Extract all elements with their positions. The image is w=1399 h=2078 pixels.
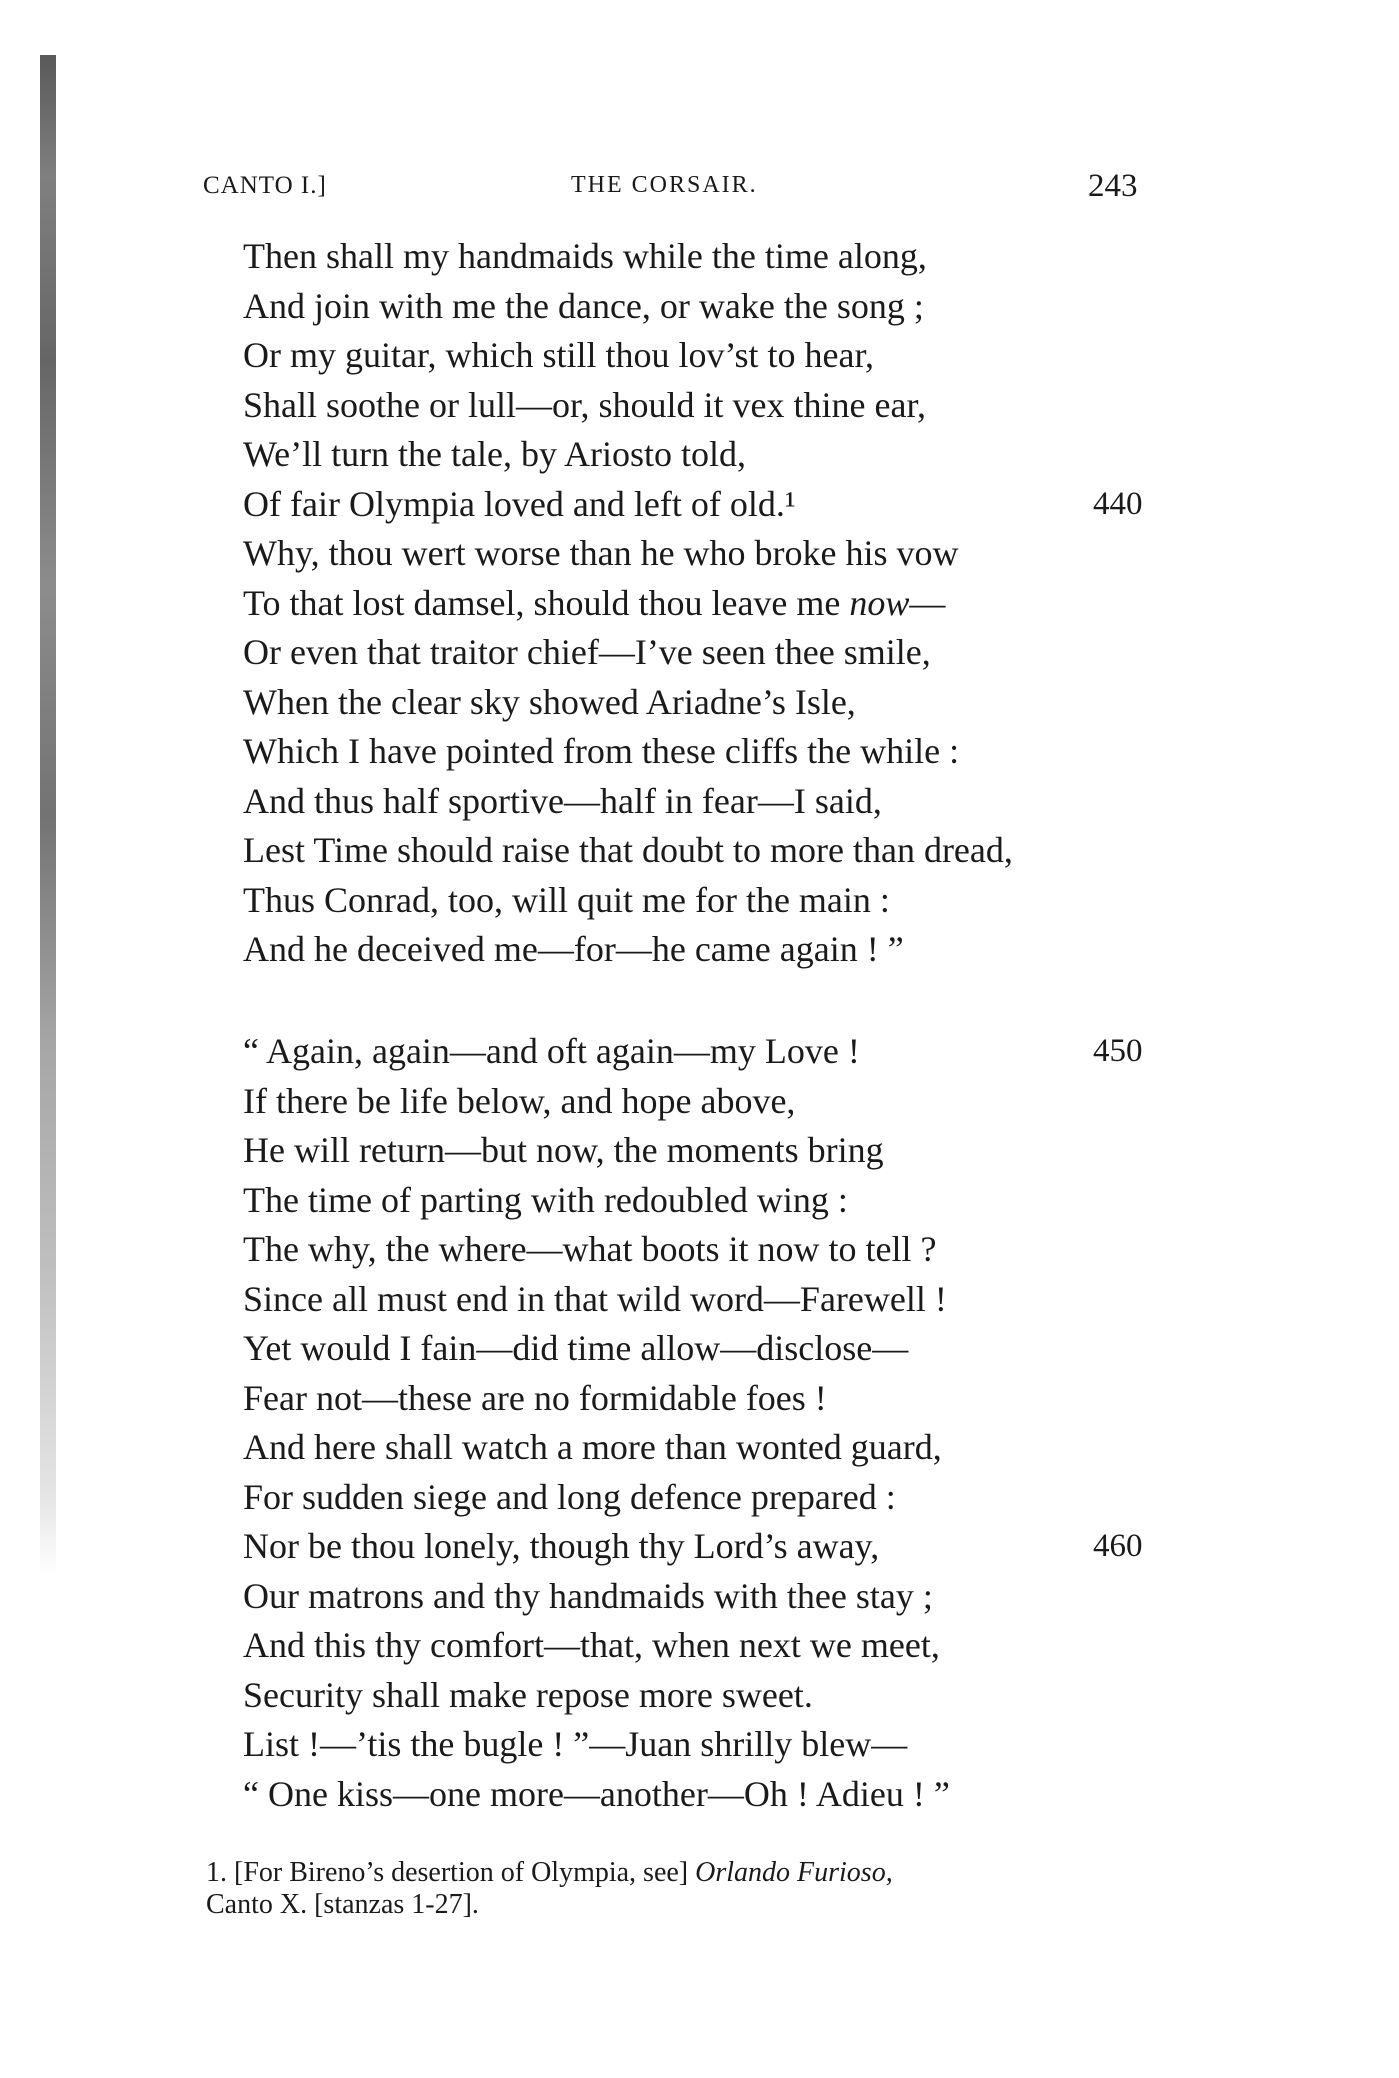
footnote xyxy=(206,1857,1156,1921)
verse-line: Fear not—these are no formidable foes ! xyxy=(243,1377,827,1418)
verse-line: “ Again, again—and oft again—my Love ! 450 xyxy=(243,1027,1163,1077)
footnote-italic-title: Orlando Furioso, xyxy=(695,1857,893,1888)
footnote-line-1: 1. [For Bireno’s desertion of Olympia, see] Orlando Furioso, xyxy=(206,1857,893,1888)
verse-line: And he deceived me—for—he came again ! ” xyxy=(243,929,904,969)
verse-line: Which I have pointed from these cliffs the while : xyxy=(243,731,960,771)
verse-line: For sudden siege and long defence prepared : xyxy=(243,1476,896,1517)
line-number: 450 xyxy=(1093,1033,1143,1069)
verse-line: Or my guitar, which still thou lov’st to hear, xyxy=(243,335,875,375)
verse-line: Or even that traitor chief—I’ve seen thee smile, xyxy=(243,632,931,672)
verse-line: To that lost damsel, should thou leave me now— xyxy=(243,582,946,623)
verse-line: Yet would I fain—did time allow—disclose— xyxy=(243,1328,909,1368)
verse-line: Of fair Olympia loved and left of old.¹ 440 xyxy=(243,480,1163,530)
verse-line: We’ll turn the tale, by Ariosto told, xyxy=(243,434,747,474)
verse-line: And this thy comfort—that, when next we meet, xyxy=(243,1625,940,1665)
running-head-canto: CANTO I.] xyxy=(203,172,327,199)
footnote-marker: 1. xyxy=(206,1857,227,1888)
verse-line: Security shall make repose more sweet. xyxy=(243,1674,813,1715)
verse-line: “ One kiss—one more—another—Oh ! Adieu ! ” xyxy=(243,1773,950,1814)
verse-line: He will return—but now, the moments bring xyxy=(243,1130,884,1170)
page-number: 243 xyxy=(1088,168,1138,204)
footnote-line-2: Canto X. [stanzas 1-27]. xyxy=(206,1889,479,1920)
verse-line: Since all must end in that wild word—Farewell ! xyxy=(243,1278,947,1319)
verse-line: The why, the where—what boots it now to tell ? xyxy=(243,1229,937,1269)
stanza-2 xyxy=(243,1027,1163,1819)
verse-line: List !—’tis the bugle ! ”—Juan shrilly blew— xyxy=(243,1724,908,1764)
stanza-1 xyxy=(243,232,1163,975)
verse-line: Lest Time should raise that doubt to more than dread, xyxy=(243,830,1013,870)
verse-line: Then shall my handmaids while the time along, xyxy=(243,236,927,276)
verse-line: The time of parting with redoubled wing : xyxy=(243,1179,848,1220)
verse-line: Our matrons and thy handmaids with thee stay ; xyxy=(243,1575,933,1616)
line-number: 440 xyxy=(1093,485,1143,522)
running-header xyxy=(203,168,1153,208)
verse-line: And thus half sportive—half in fear—I said, xyxy=(243,780,882,821)
line-number: 460 xyxy=(1093,1528,1143,1564)
verse-line: And here shall watch a more than wonted guard, xyxy=(243,1427,942,1467)
verse-line: And join with me the dance, or wake the song ; xyxy=(243,285,924,326)
verse-line: Why, thou wert worse than he who broke his vow xyxy=(243,533,959,573)
verse-line: If there be life below, and hope above, xyxy=(243,1080,796,1121)
verse-line: Nor be thou lonely, though thy Lord’s away, 460 xyxy=(243,1522,1163,1572)
verse-line: Shall soothe or lull—or, should it vex thine ear, xyxy=(243,384,927,425)
running-head-title: THE CORSAIR. xyxy=(571,172,758,198)
book-binding-edge xyxy=(40,55,56,1575)
verse-line: When the clear sky showed Ariadne’s Isle, xyxy=(243,681,856,722)
italic-word: now xyxy=(849,582,910,623)
verse-line: Thus Conrad, too, will quit me for the main : xyxy=(243,879,890,920)
